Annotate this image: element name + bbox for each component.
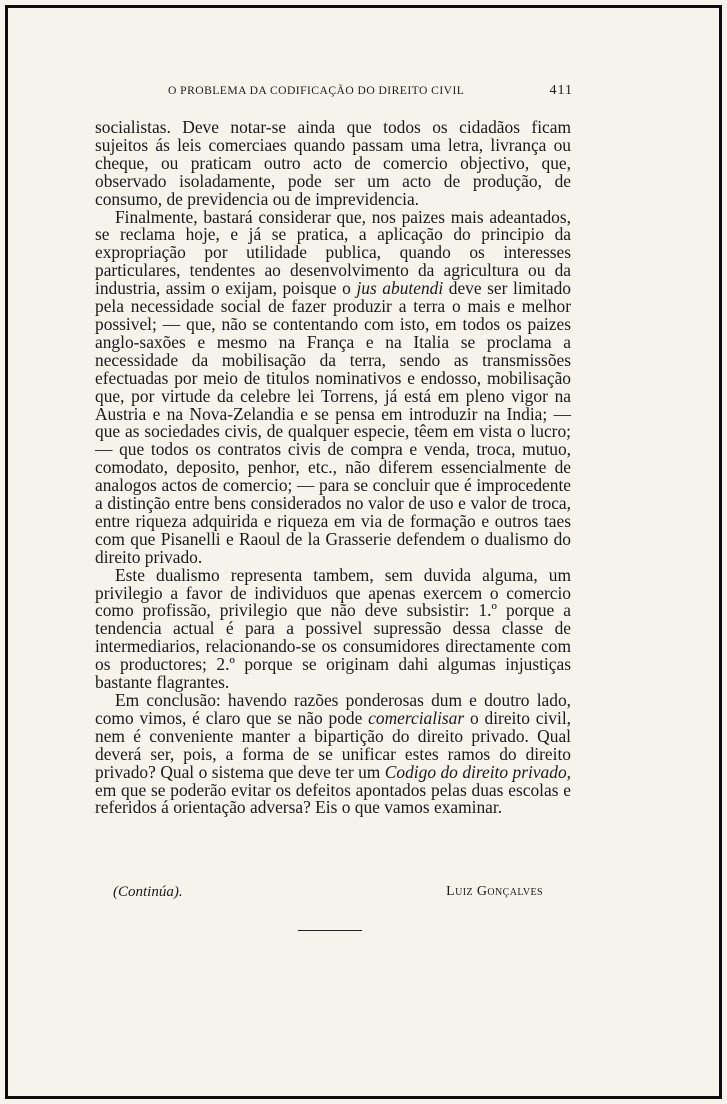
paragraph-2-part-2: deve ser limitado pela necessidade social de fazer produzir a terra o mais e melhor possivel; — que, não se contentando com isto, em todos os paizes anglo-saxões e mesmo na França e na Italia se proclama a necessidade da mobilisação da terra, sendo as transmissões efectuadas por meio de titulos nominativos e endosso, mobilisação que, por virtude da celebre lei Torrens, já está em pleno vigor na Austria e na Nova-Zelandia e se pensa em introduzir na India; — que as sociedades civis, de qualquer especie, têem em vista o lucro; — que todos os contratos civis de compra e venda, troca, mutuo, comodato, deposito, penhor, etc., não diferem essencialmente de analogos actos de comercio; — para se concluir que é improcedente a distinção entre bens considerados no valor de uso e valor de troca, entre riqueza adquirida e riqueza em via de formação e outros taes com que Pisanelli e Raoul de la Grasserie defendem o dualismo do direito privado.	[95, 278, 571, 567]
paragraph-3: Este dualismo representa tambem, sem duvida alguma, um privilegio a favor de individuos que apenas exercem o comercio como profissão, privilegio que não deve subsistir: 1.º porque a tendencia actual é para a possivel supressão dessa classe de intermediarios, relacionando-se os consumidores directamente com os productores; 2.º porque se originam dahi algumas injustiças bastante flagrantes.	[95, 564, 571, 693]
running-title: O PROBLEMA DA CODIFICAÇÃO DO DIREITO CIVIL	[168, 84, 465, 97]
article-body	[95, 119, 571, 817]
author-signature: Luiz Gonçalves	[446, 884, 543, 899]
italic-jus-abutendi: jus abutendi	[356, 278, 444, 299]
paragraph-2	[95, 206, 571, 567]
paragraph-1: socialistas. Deve notar-se ainda que todos os cidadãos ficam sujeitos ás leis comerciaes quando passam uma letra, livrança ou cheque, ou praticam outro acto de comercio objectivo, que, observado isoladamente, pode ser um acto de produção, de consumo, de previdencia ou de imprevidencia.	[95, 117, 571, 209]
italic-codigo-title: Codigo do direito privado,	[384, 761, 571, 782]
italic-comercialisar: comercialisar	[368, 707, 465, 728]
paragraph-2-part-1: Finalmente, bastará considerar que, nos paizes mais adeantados, se reclama hoje, e já se pratica, a aplicação do principio da expropriação por utilidade publica, quando os interesses particulares, tendentes ao desenvolvimento da agricultura ou da industria, assim o exijam, poisque o	[95, 206, 571, 299]
continua-note: (Continúa).	[113, 884, 183, 900]
paragraph-4-part-2: o direito civil, nem é conveniente manter a bipartição do direito privado. Qual deverá ser, pois, a forma de se unificar estes ramos do direito privado? Qual o sistema que deve ter um	[95, 707, 571, 782]
paragraph-4	[95, 692, 571, 817]
page-number: 411	[549, 83, 573, 98]
paragraph-4-part-3: em que se poderão evitar os defeitos apontados pelas duas escolas e referidos á orientação adversa? Eis o que vamos examinar.	[95, 779, 571, 818]
running-header	[168, 83, 573, 99]
closing-line	[113, 884, 543, 901]
end-divider	[298, 930, 362, 931]
paragraph-4-part-1: Em conclusão: havendo razões ponderosas dum e doutro lado, como vimos, é claro que se não pode	[95, 690, 571, 728]
